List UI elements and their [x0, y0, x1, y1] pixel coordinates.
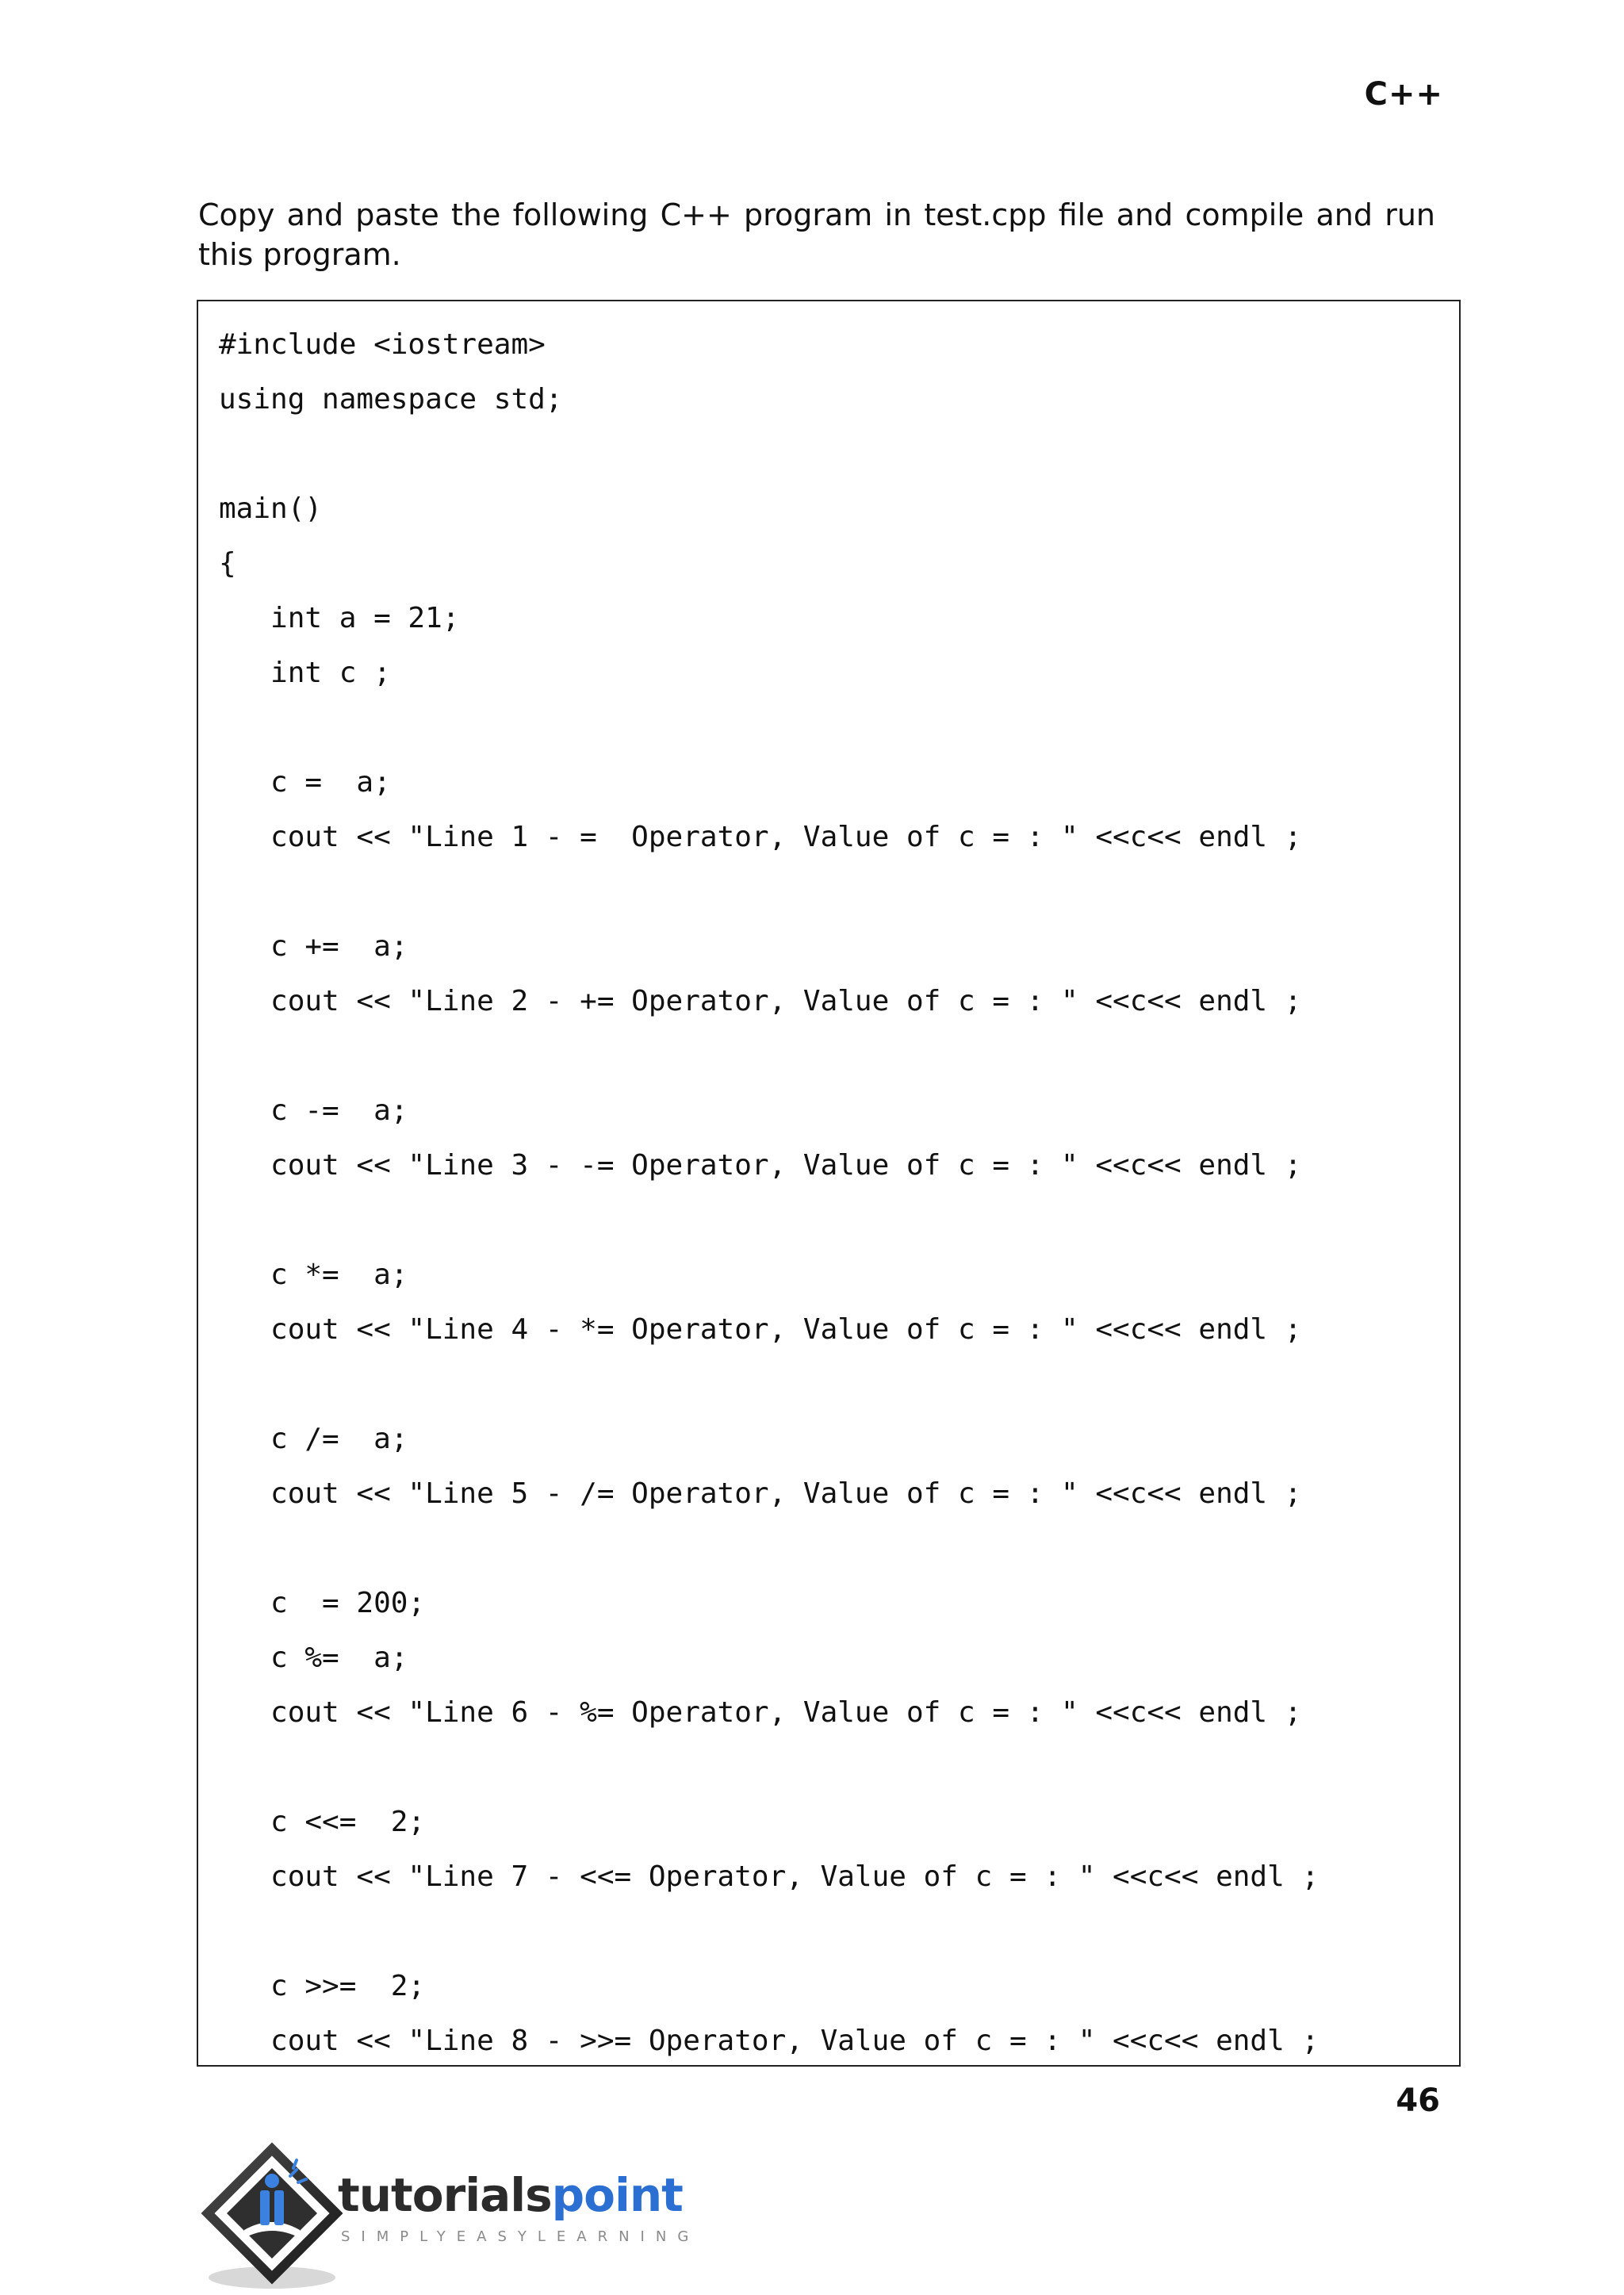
- code-lines: [219, 317, 1319, 2067]
- tutorialspoint-logo-icon: [197, 2141, 347, 2292]
- code-line: c >>= 2;: [219, 1970, 426, 2002]
- code-line: [219, 700, 1319, 755]
- code-line: int a = 21;: [219, 602, 460, 634]
- code-line: cout << "Line 5 - /= Operator, Value of c = : " <<c<< endl ;: [219, 1477, 1302, 1510]
- code-line: c <<= 2;: [219, 1806, 426, 1838]
- code-line: [219, 1193, 1319, 1247]
- code-line: main(): [219, 492, 323, 525]
- code-line: [219, 1521, 1319, 1576]
- code-line: cout << "Line 1 - = Operator, Value of c = : " <<c<< endl ;: [219, 821, 1302, 853]
- intro-paragraph: Copy and paste the following C++ program in test.cpp file and compile and run this program.: [198, 197, 1435, 272]
- page-number: 46: [1396, 2082, 1440, 2119]
- code-line: #include <iostream>: [219, 328, 546, 361]
- logo-word-tutorials: tutorials: [338, 2168, 552, 2222]
- code-line: c = 200;: [219, 1587, 426, 1619]
- code-line: cout << "Line 6 - %= Operator, Value of c = : " <<c<< endl ;: [219, 1696, 1302, 1729]
- code-block: [197, 300, 1461, 2067]
- code-line: [219, 1904, 1319, 1959]
- code-line: [219, 1357, 1319, 1412]
- logo-tagline: SIMPLYEASYLEARNING: [341, 2228, 700, 2245]
- logo-wordmark: [338, 2168, 683, 2222]
- code-line: using namespace std;: [219, 383, 563, 416]
- code-line: [219, 1740, 1319, 1795]
- code-line: c *= a;: [219, 1259, 408, 1291]
- tutorialspoint-logo: [197, 2141, 700, 2292]
- code-line: cout << "Line 7 - <<= Operator, Value of c = : " <<c<< endl ;: [219, 1860, 1320, 1893]
- code-line: c /= a;: [219, 1423, 408, 1455]
- code-line: cout << "Line 4 - *= Operator, Value of c = : " <<c<< endl ;: [219, 1313, 1302, 1346]
- code-line: [219, 1029, 1319, 1083]
- code-line: cout << "Line 8 - >>= Operator, Value of c = : " <<c<< endl ;: [219, 2025, 1320, 2057]
- code-line: {: [219, 547, 236, 580]
- code-line: c %= a;: [219, 1642, 408, 1674]
- code-line: c = a;: [219, 766, 391, 799]
- code-line: [219, 864, 1319, 919]
- code-line: int c ;: [219, 657, 391, 689]
- code-line: c += a;: [219, 930, 408, 963]
- code-line: [219, 427, 1319, 481]
- running-header-title: C++: [1364, 76, 1443, 113]
- code-line: cout << "Line 2 - += Operator, Value of c = : " <<c<< endl ;: [219, 985, 1302, 1017]
- logo-word-point: point: [551, 2168, 683, 2222]
- code-line: cout << "Line 3 - -= Operator, Value of c = : " <<c<< endl ;: [219, 1149, 1302, 1182]
- code-line: c -= a;: [219, 1094, 408, 1127]
